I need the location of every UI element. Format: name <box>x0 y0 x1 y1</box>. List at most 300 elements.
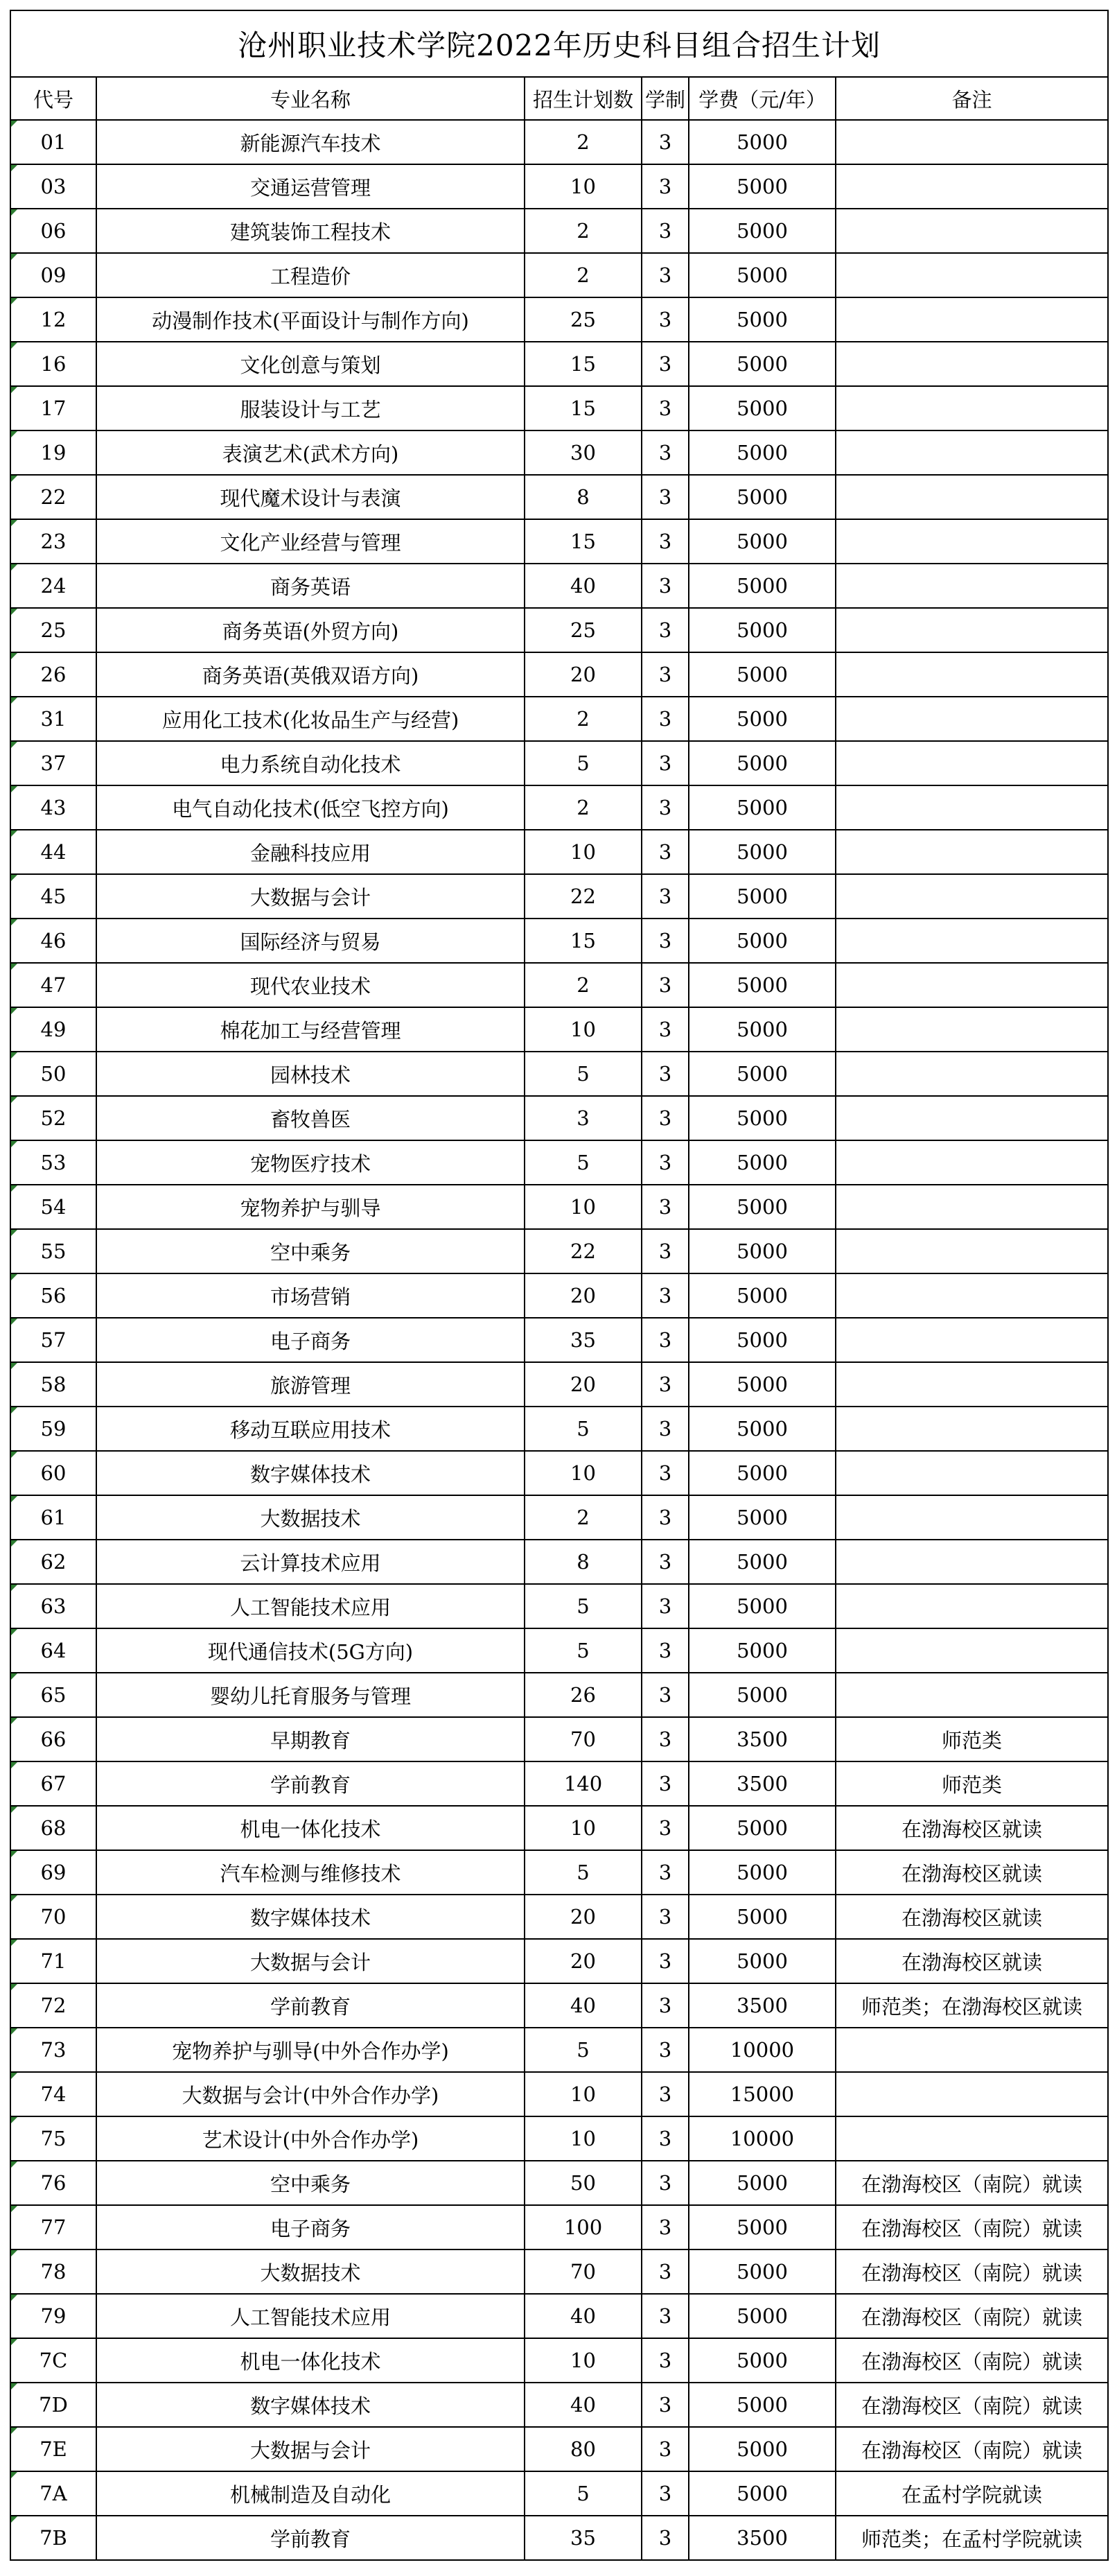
cell-plan: 10 <box>525 1806 642 1850</box>
table-row <box>10 2116 1108 2161</box>
table-row <box>10 2383 1108 2427</box>
cell-plan: 30 <box>525 430 642 475</box>
cell-years: 3 <box>642 1229 689 1273</box>
header-code: 代号 <box>10 77 96 120</box>
cell-plan: 10 <box>525 2116 642 2161</box>
cell-code: 7E <box>10 2427 96 2471</box>
cell-major: 文化创意与策划 <box>96 342 525 386</box>
cell-code: 43 <box>10 785 96 830</box>
cell-remark: 在渤海校区就读 <box>836 1895 1108 1939</box>
cell-code: 55 <box>10 1229 96 1273</box>
cell-remark: 师范类；在渤海校区就读 <box>836 1983 1108 2028</box>
table-row <box>10 1939 1108 1983</box>
cell-code: 24 <box>10 564 96 608</box>
cell-code: 19 <box>10 430 96 475</box>
cell-years: 3 <box>642 697 689 741</box>
cell-remark <box>836 386 1108 430</box>
cell-major: 学前教育 <box>96 2516 525 2560</box>
cell-years: 3 <box>642 2471 689 2516</box>
cell-remark: 在渤海校区就读 <box>836 1939 1108 1983</box>
cell-years: 3 <box>642 430 689 475</box>
cell-code: 59 <box>10 1407 96 1451</box>
cell-remark <box>836 2028 1108 2072</box>
cell-years: 3 <box>642 2516 689 2560</box>
cell-plan: 40 <box>525 1983 642 2028</box>
cell-fee: 5000 <box>689 1185 836 1229</box>
table-row <box>10 652 1108 697</box>
cell-code: 76 <box>10 2161 96 2205</box>
cell-years: 3 <box>642 1717 689 1761</box>
cell-code: 61 <box>10 1495 96 1540</box>
cell-remark <box>836 1096 1108 1140</box>
cell-years: 3 <box>642 1007 689 1052</box>
table-row <box>10 2205 1108 2249</box>
cell-plan: 5 <box>525 1850 642 1895</box>
cell-major: 数字媒体技术 <box>96 2383 525 2427</box>
cell-code: 68 <box>10 1806 96 1850</box>
cell-major: 宠物医疗技术 <box>96 1140 525 1185</box>
cell-plan: 140 <box>525 1761 642 1806</box>
cell-years: 3 <box>642 1495 689 1540</box>
cell-fee: 5000 <box>689 475 836 519</box>
table-row <box>10 1140 1108 1185</box>
cell-fee: 5000 <box>689 1673 836 1717</box>
cell-plan: 26 <box>525 1673 642 1717</box>
cell-years: 3 <box>642 2427 689 2471</box>
cell-plan: 5 <box>525 741 642 785</box>
cell-fee: 5000 <box>689 697 836 741</box>
cell-major: 婴幼儿托育服务与管理 <box>96 1673 525 1717</box>
table-row <box>10 2516 1108 2560</box>
cell-code: 37 <box>10 741 96 785</box>
cell-fee: 5000 <box>689 1273 836 1318</box>
cell-major: 学前教育 <box>96 1761 525 1806</box>
cell-fee: 5000 <box>689 1495 836 1540</box>
cell-fee: 5000 <box>689 1140 836 1185</box>
cell-years: 3 <box>642 2338 689 2383</box>
cell-plan: 40 <box>525 564 642 608</box>
cell-major: 大数据与会计 <box>96 874 525 919</box>
cell-years: 3 <box>642 1185 689 1229</box>
cell-plan: 10 <box>525 164 642 209</box>
cell-major: 大数据与会计 <box>96 1939 525 1983</box>
cell-years: 3 <box>642 2161 689 2205</box>
cell-remark <box>836 741 1108 785</box>
cell-plan: 10 <box>525 1007 642 1052</box>
cell-plan: 20 <box>525 652 642 697</box>
table-row <box>10 1451 1108 1495</box>
cell-remark: 在孟村学院就读 <box>836 2471 1108 2516</box>
cell-fee: 5000 <box>689 253 836 297</box>
cell-plan: 2 <box>525 697 642 741</box>
cell-fee: 5000 <box>689 1895 836 1939</box>
cell-remark <box>836 1451 1108 1495</box>
cell-plan: 5 <box>525 1584 642 1628</box>
cell-code: 77 <box>10 2205 96 2249</box>
cell-major: 人工智能技术应用 <box>96 1584 525 1628</box>
cell-major: 艺术设计(中外合作办学) <box>96 2116 525 2161</box>
cell-plan: 5 <box>525 1140 642 1185</box>
cell-fee: 3500 <box>689 1761 836 1806</box>
cell-fee: 5000 <box>689 963 836 1007</box>
cell-plan: 5 <box>525 2471 642 2516</box>
table-row <box>10 2294 1108 2338</box>
cell-years: 3 <box>642 1761 689 1806</box>
cell-remark <box>836 1185 1108 1229</box>
cell-remark: 在渤海校区（南院）就读 <box>836 2427 1108 2471</box>
table-row <box>10 1007 1108 1052</box>
cell-code: 25 <box>10 608 96 652</box>
cell-years: 3 <box>642 741 689 785</box>
cell-plan: 15 <box>525 386 642 430</box>
cell-remark <box>836 2072 1108 2116</box>
table-row <box>10 1495 1108 1540</box>
cell-years: 3 <box>642 253 689 297</box>
cell-fee: 5000 <box>689 519 836 564</box>
cell-plan: 100 <box>525 2205 642 2249</box>
cell-remark <box>836 1673 1108 1717</box>
cell-remark <box>836 1229 1108 1273</box>
cell-remark <box>836 697 1108 741</box>
cell-plan: 5 <box>525 1052 642 1096</box>
cell-years: 3 <box>642 2072 689 2116</box>
sheet-title: 沧州职业技术学院2022年历史科目组合招生计划 <box>10 10 1108 77</box>
header-fee: 学费（元/年） <box>689 77 836 120</box>
cell-major: 电力系统自动化技术 <box>96 741 525 785</box>
cell-plan: 10 <box>525 830 642 874</box>
cell-code: 01 <box>10 120 96 164</box>
cell-fee: 5000 <box>689 785 836 830</box>
cell-years: 3 <box>642 874 689 919</box>
cell-fee: 5000 <box>689 741 836 785</box>
table-row <box>10 2471 1108 2516</box>
cell-code: 78 <box>10 2249 96 2294</box>
cell-fee: 5000 <box>689 120 836 164</box>
table-row <box>10 1096 1108 1140</box>
cell-major: 人工智能技术应用 <box>96 2294 525 2338</box>
table-row <box>10 1540 1108 1584</box>
cell-plan: 5 <box>525 1407 642 1451</box>
cell-code: 70 <box>10 1895 96 1939</box>
cell-fee: 5000 <box>689 164 836 209</box>
cell-major: 商务英语 <box>96 564 525 608</box>
cell-major: 大数据与会计 <box>96 2427 525 2471</box>
cell-code: 53 <box>10 1140 96 1185</box>
cell-remark <box>836 564 1108 608</box>
cell-fee: 5000 <box>689 564 836 608</box>
cell-major: 大数据技术 <box>96 1495 525 1540</box>
cell-code: 79 <box>10 2294 96 2338</box>
cell-major: 电子商务 <box>96 2205 525 2249</box>
cell-code: 23 <box>10 519 96 564</box>
cell-years: 3 <box>642 652 689 697</box>
cell-years: 3 <box>642 1983 689 2028</box>
cell-fee: 5000 <box>689 2249 836 2294</box>
cell-fee: 5000 <box>689 1451 836 1495</box>
cell-code: 72 <box>10 1983 96 2028</box>
cell-years: 3 <box>642 564 689 608</box>
cell-years: 3 <box>642 475 689 519</box>
cell-years: 3 <box>642 164 689 209</box>
cell-fee: 5000 <box>689 2383 836 2427</box>
table-row <box>10 741 1108 785</box>
cell-fee: 3500 <box>689 2516 836 2560</box>
cell-remark <box>836 1628 1108 1673</box>
cell-years: 3 <box>642 2205 689 2249</box>
cell-code: 06 <box>10 209 96 253</box>
table-row <box>10 874 1108 919</box>
cell-remark <box>836 1540 1108 1584</box>
cell-years: 3 <box>642 1895 689 1939</box>
cell-years: 3 <box>642 120 689 164</box>
cell-major: 早期教育 <box>96 1717 525 1761</box>
cell-plan: 15 <box>525 342 642 386</box>
cell-remark: 师范类；在孟村学院就读 <box>836 2516 1108 2560</box>
cell-fee: 5000 <box>689 386 836 430</box>
table-row <box>10 1229 1108 1273</box>
cell-major: 文化产业经营与管理 <box>96 519 525 564</box>
table-row <box>10 919 1108 963</box>
table-row <box>10 120 1108 164</box>
cell-major: 学前教育 <box>96 1983 525 2028</box>
cell-plan: 22 <box>525 874 642 919</box>
cell-remark <box>836 874 1108 919</box>
table-row <box>10 1983 1108 2028</box>
cell-fee: 5000 <box>689 2294 836 2338</box>
cell-plan: 10 <box>525 1451 642 1495</box>
cell-plan: 50 <box>525 2161 642 2205</box>
cell-plan: 10 <box>525 2072 642 2116</box>
table-row <box>10 697 1108 741</box>
cell-plan: 2 <box>525 120 642 164</box>
cell-major: 数字媒体技术 <box>96 1451 525 1495</box>
cell-fee: 5000 <box>689 1540 836 1584</box>
cell-major: 机电一体化技术 <box>96 1806 525 1850</box>
cell-code: 44 <box>10 830 96 874</box>
cell-major: 表演艺术(武术方向) <box>96 430 525 475</box>
cell-plan: 25 <box>525 297 642 342</box>
cell-fee: 5000 <box>689 1052 836 1096</box>
cell-plan: 5 <box>525 2028 642 2072</box>
cell-fee: 5000 <box>689 1318 836 1362</box>
table-row <box>10 2249 1108 2294</box>
cell-code: 7D <box>10 2383 96 2427</box>
cell-code: 22 <box>10 475 96 519</box>
header-major: 专业名称 <box>96 77 525 120</box>
cell-code: 7B <box>10 2516 96 2560</box>
cell-remark <box>836 342 1108 386</box>
cell-years: 3 <box>642 1273 689 1318</box>
cell-fee: 5000 <box>689 830 836 874</box>
cell-code: 16 <box>10 342 96 386</box>
table-row <box>10 2427 1108 2471</box>
table-row <box>10 1761 1108 1806</box>
cell-fee: 5000 <box>689 1806 836 1850</box>
cell-code: 63 <box>10 1584 96 1628</box>
cell-code: 71 <box>10 1939 96 1983</box>
cell-fee: 5000 <box>689 2427 836 2471</box>
cell-years: 3 <box>642 1362 689 1407</box>
cell-code: 03 <box>10 164 96 209</box>
cell-major: 应用化工技术(化妆品生产与经营) <box>96 697 525 741</box>
cell-years: 3 <box>642 2028 689 2072</box>
cell-years: 3 <box>642 963 689 1007</box>
cell-major: 畜牧兽医 <box>96 1096 525 1140</box>
cell-fee: 5000 <box>689 1628 836 1673</box>
cell-major: 商务英语(外贸方向) <box>96 608 525 652</box>
cell-fee: 5000 <box>689 1229 836 1273</box>
cell-code: 46 <box>10 919 96 963</box>
cell-fee: 5000 <box>689 2205 836 2249</box>
cell-years: 3 <box>642 1939 689 1983</box>
cell-major: 机电一体化技术 <box>96 2338 525 2383</box>
cell-major: 云计算技术应用 <box>96 1540 525 1584</box>
cell-major: 园林技术 <box>96 1052 525 1096</box>
table-row <box>10 608 1108 652</box>
table-row <box>10 430 1108 475</box>
enrollment-table <box>10 10 1109 2561</box>
cell-remark <box>836 1273 1108 1318</box>
cell-remark: 在渤海校区（南院）就读 <box>836 2205 1108 2249</box>
header-remark: 备注 <box>836 77 1108 120</box>
cell-code: 58 <box>10 1362 96 1407</box>
cell-remark: 在渤海校区（南院）就读 <box>836 2161 1108 2205</box>
cell-major: 移动互联应用技术 <box>96 1407 525 1451</box>
cell-years: 3 <box>642 2116 689 2161</box>
table-row <box>10 1673 1108 1717</box>
table-row <box>10 1273 1108 1318</box>
table-row <box>10 1806 1108 1850</box>
cell-major: 现代通信技术(5G方向) <box>96 1628 525 1673</box>
cell-years: 3 <box>642 785 689 830</box>
table-row <box>10 2338 1108 2383</box>
cell-plan: 35 <box>525 1318 642 1362</box>
table-row <box>10 963 1108 1007</box>
cell-years: 3 <box>642 386 689 430</box>
cell-plan: 20 <box>525 1939 642 1983</box>
table-row <box>10 2161 1108 2205</box>
cell-plan: 70 <box>525 1717 642 1761</box>
cell-fee: 5000 <box>689 430 836 475</box>
cell-plan: 8 <box>525 1540 642 1584</box>
cell-fee: 5000 <box>689 874 836 919</box>
table-row <box>10 297 1108 342</box>
cell-code: 56 <box>10 1273 96 1318</box>
table-row <box>10 209 1108 253</box>
cell-plan: 15 <box>525 919 642 963</box>
cell-fee: 5000 <box>689 1362 836 1407</box>
cell-years: 3 <box>642 519 689 564</box>
table-row <box>10 253 1108 297</box>
cell-code: 57 <box>10 1318 96 1362</box>
cell-major: 市场营销 <box>96 1273 525 1318</box>
cell-plan: 5 <box>525 1628 642 1673</box>
cell-remark: 在渤海校区就读 <box>836 1806 1108 1850</box>
cell-plan: 2 <box>525 785 642 830</box>
cell-remark <box>836 963 1108 1007</box>
cell-fee: 5000 <box>689 1850 836 1895</box>
cell-remark <box>836 919 1108 963</box>
cell-code: 60 <box>10 1451 96 1495</box>
cell-fee: 15000 <box>689 2072 836 2116</box>
cell-remark <box>836 652 1108 697</box>
cell-remark <box>836 830 1108 874</box>
cell-fee: 5000 <box>689 1407 836 1451</box>
cell-years: 3 <box>642 1584 689 1628</box>
cell-plan: 40 <box>525 2294 642 2338</box>
table-row <box>10 2072 1108 2116</box>
cell-major: 动漫制作技术(平面设计与制作方向) <box>96 297 525 342</box>
cell-fee: 5000 <box>689 2161 836 2205</box>
cell-remark <box>836 608 1108 652</box>
cell-major: 现代魔术设计与表演 <box>96 475 525 519</box>
cell-years: 3 <box>642 1451 689 1495</box>
cell-plan: 25 <box>525 608 642 652</box>
table-row <box>10 564 1108 608</box>
cell-fee: 3500 <box>689 1717 836 1761</box>
cell-years: 3 <box>642 1540 689 1584</box>
cell-remark <box>836 1362 1108 1407</box>
cell-fee: 5000 <box>689 209 836 253</box>
cell-remark <box>836 1140 1108 1185</box>
cell-plan: 2 <box>525 963 642 1007</box>
cell-plan: 20 <box>525 1273 642 1318</box>
cell-code: 73 <box>10 2028 96 2072</box>
cell-major: 国际经济与贸易 <box>96 919 525 963</box>
table-row <box>10 1717 1108 1761</box>
cell-code: 09 <box>10 253 96 297</box>
table-row <box>10 1628 1108 1673</box>
cell-remark <box>836 1318 1108 1362</box>
cell-code: 74 <box>10 2072 96 2116</box>
cell-years: 3 <box>642 1850 689 1895</box>
cell-plan: 3 <box>525 1096 642 1140</box>
cell-plan: 20 <box>525 1362 642 1407</box>
cell-fee: 10000 <box>689 2028 836 2072</box>
cell-code: 62 <box>10 1540 96 1584</box>
header-plan: 招生计划数 <box>525 77 642 120</box>
cell-remark: 在渤海校区就读 <box>836 1850 1108 1895</box>
table-row <box>10 1407 1108 1451</box>
cell-code: 17 <box>10 386 96 430</box>
header-years: 学制 <box>642 77 689 120</box>
cell-major: 空中乘务 <box>96 2161 525 2205</box>
cell-code: 67 <box>10 1761 96 1806</box>
cell-remark <box>836 1495 1108 1540</box>
cell-major: 大数据技术 <box>96 2249 525 2294</box>
cell-remark: 师范类 <box>836 1717 1108 1761</box>
table-row <box>10 164 1108 209</box>
cell-years: 3 <box>642 1628 689 1673</box>
cell-major: 交通运营管理 <box>96 164 525 209</box>
cell-code: 7A <box>10 2471 96 2516</box>
cell-remark <box>836 1052 1108 1096</box>
cell-major: 电子商务 <box>96 1318 525 1362</box>
cell-fee: 5000 <box>689 919 836 963</box>
table-row <box>10 2028 1108 2072</box>
cell-years: 3 <box>642 2383 689 2427</box>
table-row <box>10 1052 1108 1096</box>
cell-remark: 在渤海校区（南院）就读 <box>836 2338 1108 2383</box>
cell-remark <box>836 120 1108 164</box>
cell-code: 52 <box>10 1096 96 1140</box>
cell-code: 75 <box>10 2116 96 2161</box>
cell-years: 3 <box>642 1806 689 1850</box>
cell-years: 3 <box>642 919 689 963</box>
cell-remark: 在渤海校区（南院）就读 <box>836 2249 1108 2294</box>
cell-remark <box>836 1584 1108 1628</box>
cell-code: 50 <box>10 1052 96 1096</box>
